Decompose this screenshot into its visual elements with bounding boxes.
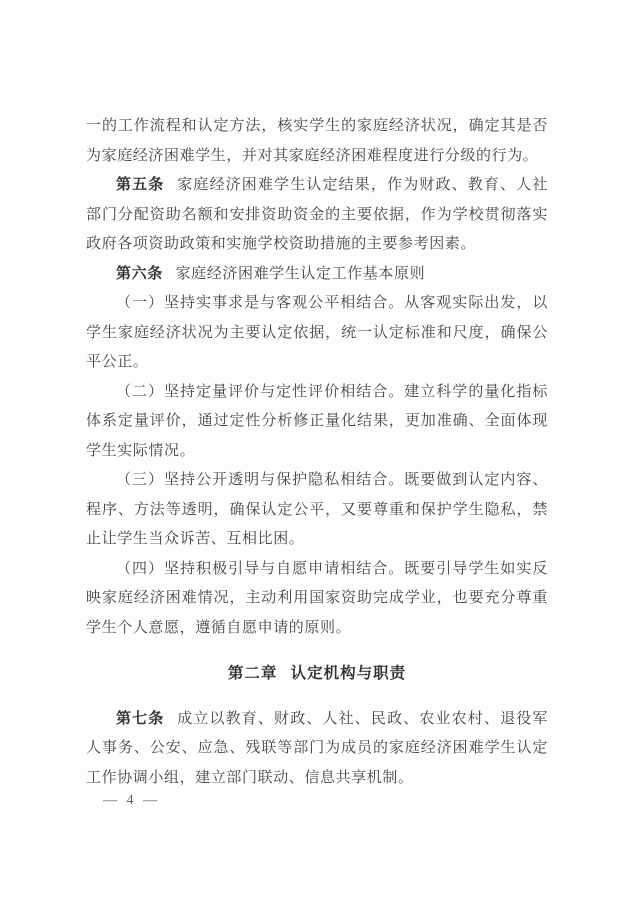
- paragraph-principle-2: [86, 378, 548, 467]
- paragraph-text: （二）坚持定量评价与定性评价相结合。建立科学的量化指标体系定量评价，通过定性分析修正量化结果，更加准确、全面体现学生实际情况。: [86, 383, 548, 459]
- chapter-number: 第二章: [227, 664, 278, 682]
- paragraph-principle-1: [86, 289, 548, 378]
- paragraph-text: 成立以教育、财政、人社、民政、农业农村、退役军人事务、公安、应急、残联等部门为成员的家庭经济困难学生认定工作协调小组，建立部门联动、信息共享机制。: [86, 710, 548, 786]
- page-number: — 4 —: [103, 793, 160, 808]
- article-number-label: 第七条: [116, 710, 165, 727]
- paragraph-text: （四）坚持积极引导与自愿申请相结合。既要引导学生如实反映家庭经济困难情况，主动利用国家资助完成学业，也要充分尊重学生个人意愿，遵循自愿申请的原则。: [86, 560, 548, 636]
- paragraph-text: 家庭经济困难学生认定结果，作为财政、教育、人社部门分配资助名额和安排资助资金的主要依据，作为学校贯彻落实政府各项资助政策和实施学校资助措施的主要参考因素。: [86, 177, 548, 252]
- paragraph-principle-4: [86, 555, 548, 644]
- paragraph-article-7: [86, 705, 548, 794]
- chapter-title: 认定机构与职责: [290, 664, 407, 682]
- article-number-label: 第六条: [116, 265, 163, 282]
- paragraph-principle-3: [86, 466, 548, 555]
- paragraph-text: （一）坚持实事求是与客观公平相结合。从客观实际出发，以学生家庭经济状况为主要认定依据，统一认定标准和尺度，确保公平公正。: [86, 295, 548, 370]
- paragraph-article-5: [86, 171, 548, 260]
- article-number-label: 第五条: [116, 177, 165, 193]
- paragraph-text: 家庭经济困难学生认定工作基本原则: [175, 265, 426, 282]
- paragraph-continuation: [86, 112, 548, 171]
- chapter-heading: [86, 659, 548, 689]
- paragraph-text: 一的工作流程和认定方法，核实学生的家庭经济状况，确定其是否为家庭经济困难学生，并对其家庭经济困难程度进行分级的行为。: [86, 118, 548, 164]
- paragraph-text: （三）坚持公开透明与保护隐私相结合。既要做到认定内容、程序、方法等透明，确保认定公平，又要尊重和保护学生隐私，禁止让学生当众诉苦、互相比困。: [86, 472, 548, 547]
- paragraph-article-6: [86, 260, 548, 290]
- document-body: [86, 112, 548, 793]
